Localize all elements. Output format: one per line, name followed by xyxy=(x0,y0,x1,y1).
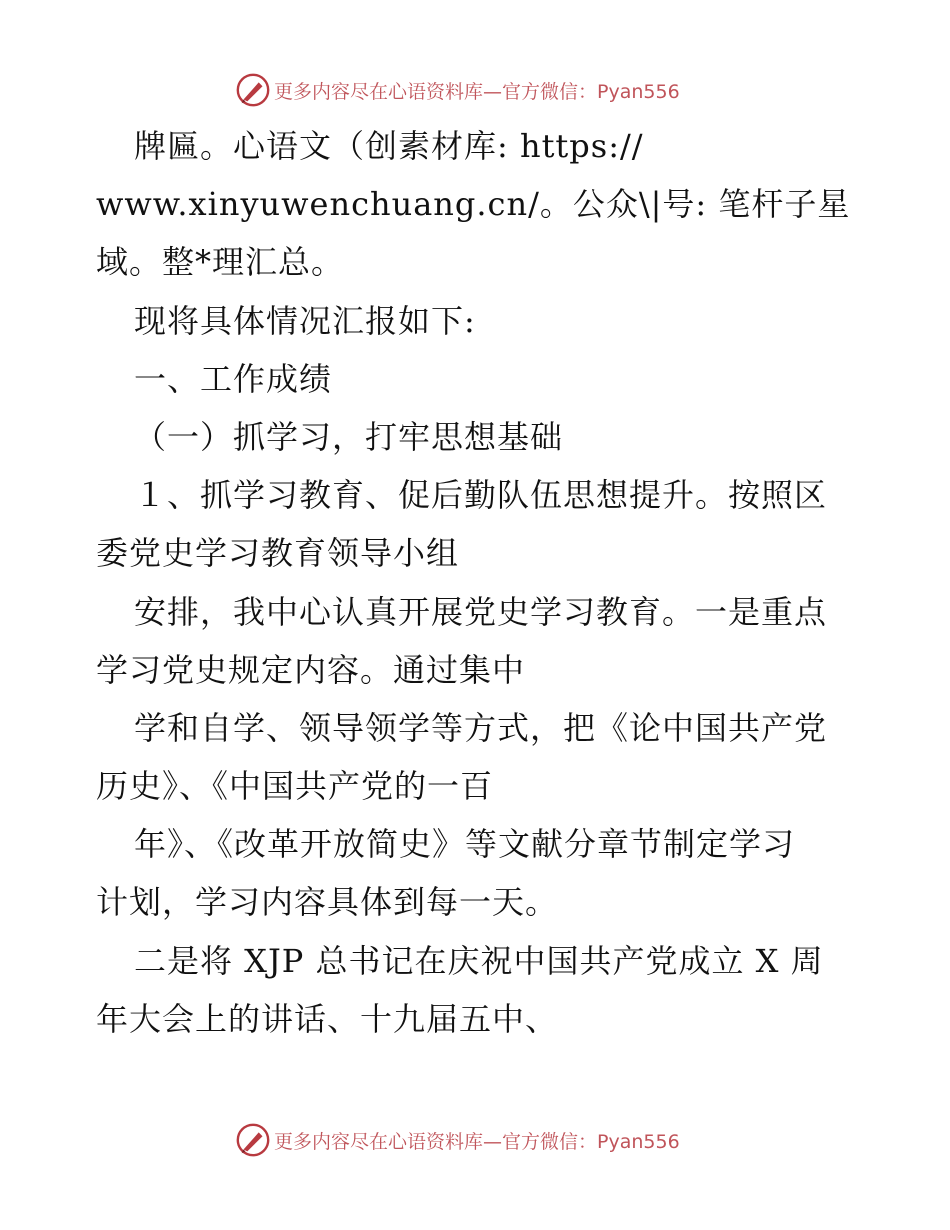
body-line: 年》、《改革开放简史》等文献分章节制定学习 xyxy=(134,825,796,864)
pen-logo-icon xyxy=(234,1121,272,1159)
body-line: １、抓学习教育、促后勤队伍思想提升。按照区 xyxy=(134,476,828,515)
body-line: 年大会上的讲话、十九届五中、 xyxy=(96,999,559,1038)
body-line: （一）抓学习，打牢思想基础 xyxy=(134,417,564,456)
body-line: 二是将 XJP 总书记在庆祝中国共产党成立 X 周 xyxy=(134,941,824,980)
watermark-footer xyxy=(234,1120,680,1160)
watermark-text: 更多内容尽在心语资料库—官方微信：Pyan556 xyxy=(274,1130,680,1153)
watermark-header xyxy=(234,70,680,110)
body-line: 现将具体情况汇报如下: xyxy=(134,301,476,340)
watermark-text: 更多内容尽在心语资料库—官方微信：Pyan556 xyxy=(274,80,680,103)
body-line: 历史》、《中国共产党的一百 xyxy=(96,767,494,806)
document-body xyxy=(96,117,856,1048)
body-line: 计划，学习内容具体到每一天。 xyxy=(96,883,559,922)
body-line: 一、工作成绩 xyxy=(134,359,333,398)
body-line: www.xinyuwenchuang.cn/。公众\|号: 笔杆子星 xyxy=(96,185,851,224)
body-line: 安排，我中心认真开展党史学习教育。一是重点 xyxy=(134,592,828,631)
body-line: 学和自学、领导领学等方式，把《论中国共产党 xyxy=(134,708,828,747)
body-line: 牌匾。心语文（创素材库: https:// xyxy=(134,127,644,165)
body-line: 学习党史规定内容。通过集中 xyxy=(96,650,526,689)
body-line: 委党史学习教育领导小组 xyxy=(96,534,460,573)
pen-logo-icon xyxy=(234,71,272,109)
body-line: 域。整*理汇总。 xyxy=(96,243,345,282)
